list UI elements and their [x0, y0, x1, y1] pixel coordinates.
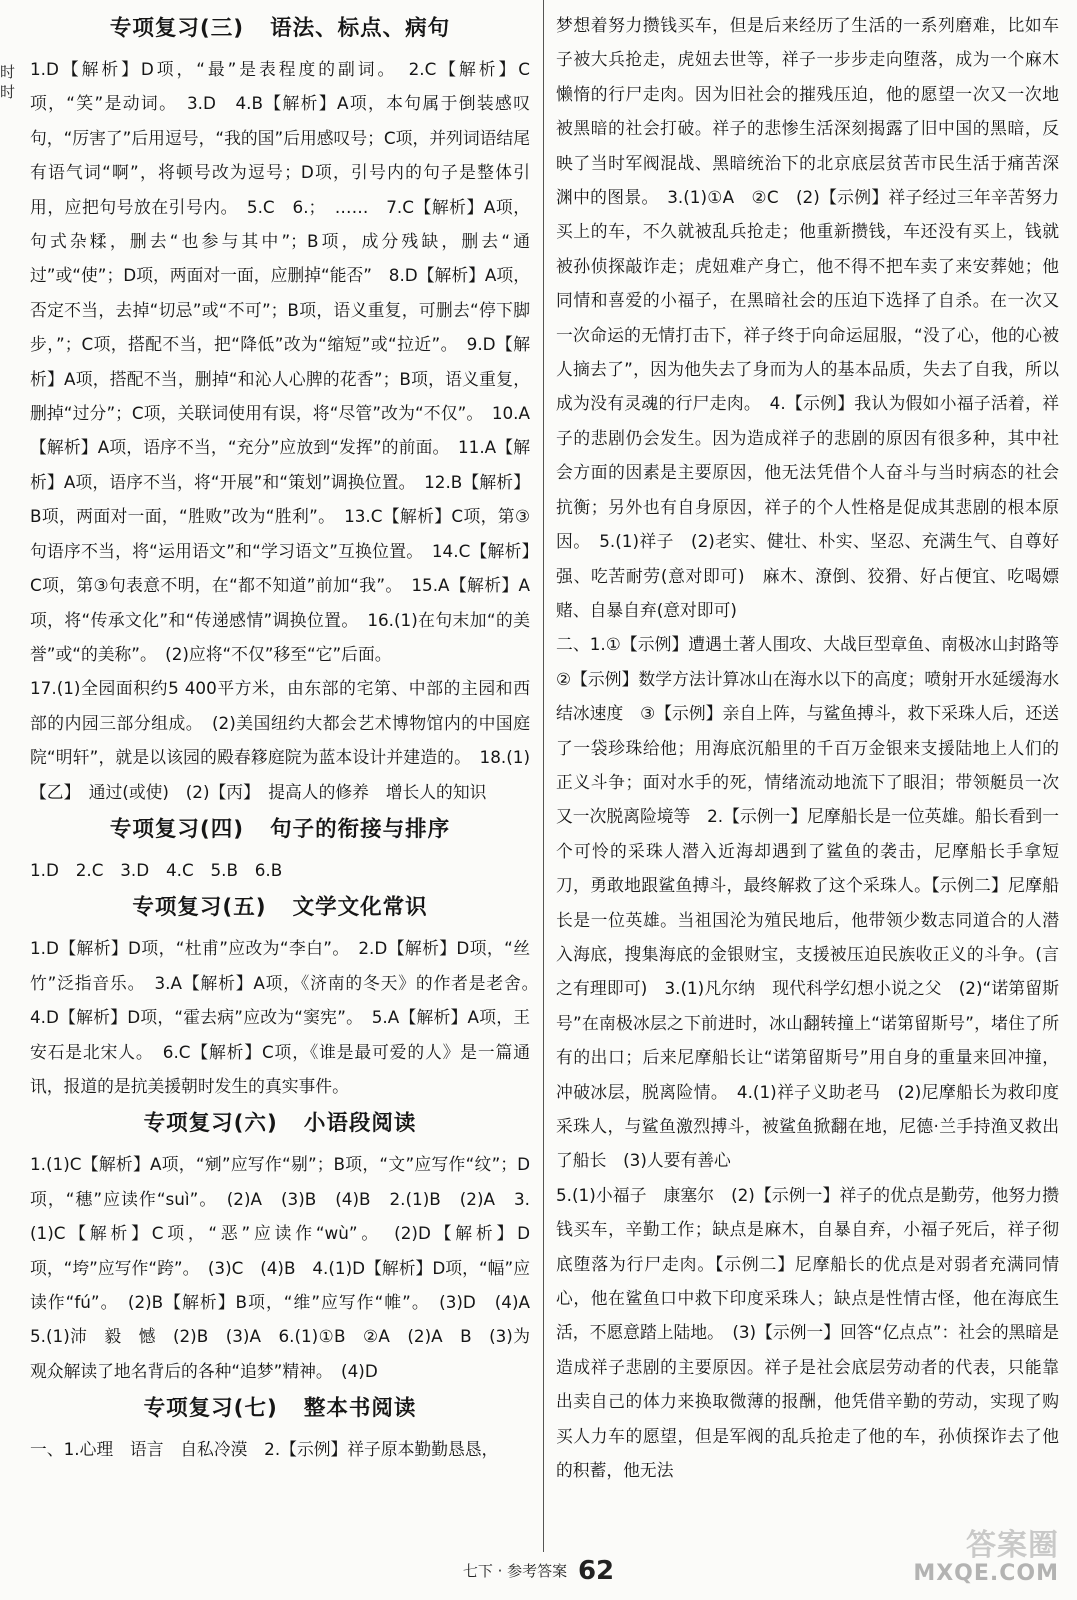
watermark-bottom: MXQE.COM	[913, 1561, 1059, 1586]
section-title	[30, 1109, 530, 1139]
section-topic: 整本书阅读	[303, 1396, 417, 1422]
section-number: 专项复习(五)	[132, 895, 267, 921]
section-title	[30, 815, 530, 845]
answer-paragraph: 梦想着努力攒钱买车，但是后来经历了生活的一系列磨难，比如车子被大兵抢走，虎妞去世等，祥子一步步走向堕落，成为一个麻木懒惰的行尸走肉。因为旧社会的摧残压迫，他的愿望一次又一次地被黑暗的社会打破。祥子的悲惨生活深刻揭露了旧中国的黑暗，反映了当时军阀混战、黑暗统治下的北京底层贫苦市民生活于痛苦深渊中的图景。 3.(1)①A ②C (2)【示例】祥子经过三年辛苦努力买上的车，不久就被乱兵抢走；他重新攒钱，车还没有买上，钱就被孙侦探敲诈走；虎妞难产身亡，他不得不把车卖了来安葬她；他同情和喜爱的小福子，在黑暗社会的压迫下选择了自杀。在一次又一次命运的无情打击下，祥子终于向命运屈服，“没了心，他的心被人摘去了”，因为他失去了身而为人的基本品质，失去了自我，所以成为没有灵魂的行尸走肉。 4.【示例】我认为假如小福子活着，祥子的悲剧仍会发生。因为造成祥子的悲剧的原因有很多种，其中社会方面的因素是主要原因，他无法凭借个人奋斗与当时病态的社会抗衡；另外也有自身原因，祥子的个人性格是促成其悲剧的根本原因。 5.(1)祥子 (2)老实、健壮、朴实、坚忍、充满生气、自尊好强、吃苦耐劳(意对即可) 麻木、潦倒、狡猾、好占便宜、吃喝嫖赌、自暴自弃(意对即可)	[556, 15, 1059, 620]
answer-paragraph: 5.(1)小福子 康塞尔 (2)【示例一】祥子的优点是勤劳，他努力攒钱买车，辛勤工作；缺点是麻木，自暴自弃，小福子死后，祥子彻底堕落为行尸走肉。【示例二】尼摩船长的优点是对弱者充满同情心，他在鲨鱼口中救下印度采珠人；缺点是性情古怪，他在海底生活，不愿意踏上陆地。 (3)【示例一】回答“亿点点”：社会的黑暗是造成祥子悲剧的主要原因。祥子是社会底层劳动者的代表，只能靠出卖自己的体力来换取微薄的报酬，他凭借辛勤的劳动，实现了购买人力车的愿望，但是军阀的乱兵抢走了他的车，孙侦探诈去了他的积蓄，他无法	[556, 1184, 1059, 1481]
section-number: 专项复习(三)	[109, 16, 245, 41]
section-title	[30, 1394, 530, 1424]
section-title	[30, 893, 530, 923]
answer-paragraph: 17.(1)全园面积约5 400平方米，由东部的宅第、中部的主园和西部的内园三部分组成。 (2)美国纽约大都会艺术博物馆内的中国庭院“明轩”，就是以该园的殿春簃庭院为蓝本设计并建造的。 18.(1)【乙】 通过(或使) (2)【丙】 提高人的修养 增长人的知识	[30, 678, 530, 802]
section-number: 专项复习(四)	[109, 816, 245, 842]
section-topic: 小语段阅读	[303, 1111, 417, 1137]
watermark-top: 答案圈	[966, 1528, 1059, 1563]
answer-paragraph: 1.(1)C【解析】A项，“剜”应写作“剔”；B项，“文”应写作“纹”；D项，“穗”应读作“suì”。 (2)A (3)B (4)B 2.(1)B (2)A 3.(1)C【解析】C项，“恶”应读作“wù”。 (2)D【解析】D项，“垮”应写作“跨”。 (3)C (4)B 4.(1)D【解析】D项，“幅”应读作“fú”。 (2)B【解析】B项，“维”应写作“帷”。 (3)D (4)A 5.(1)沛 毅 憾 (2)B (3)A 6.(1)①B ②A (2)A B (3)为观众解读了地名背后的各种“追梦”精神。 (4)D	[30, 1154, 547, 1381]
column-divider	[543, 0, 544, 1552]
margin-char: 时	[0, 83, 16, 101]
answer-paragraph: 一、1.心理 语言 自私冷漠 2.【示例】祥子原本勤勤恳恳，	[30, 1439, 499, 1460]
right-column	[556, 8, 1076, 1542]
section-number: 专项复习(七)	[143, 1396, 278, 1422]
margin-note	[0, 62, 14, 102]
page-number: 62	[577, 1556, 615, 1586]
footer-label: 七下 · 参考答案	[462, 1562, 568, 1580]
answer-paragraph: 二、1.①【示例】遭遇土著人围攻、大战巨型章鱼、南极冰山封路等 ②【示例】数学方法计算冰山在海水以下的高度；喷射开水延缓海水结冰速度 ③【示例】亲自上阵，与鲨鱼搏斗，救下采珠人后，还送了一袋珍珠给他；用海底沉船里的千百万金银来支援陆地上人们的正义斗争；面对水手的死，情绪流动地流下了眼泪；带领艇员一次又一次脱离险境等 2.【示例一】尼摩船长是一位英雄。船长看到一个可怜的采珠人潜入近海却遇到了鲨鱼的袭击，尼摩船长手拿短刀，勇敢地跟鲨鱼搏斗，最终解救了这个采珠人。【示例二】尼摩船长是一位英雄。当祖国沦为殖民地后，他带领少数志同道合的人潜入海底，搜集海底的金银财宝，支援被压迫民族收正义的斗争。(言之有理即可) 3.(1)凡尔纳 现代科学幻想小说之父 (2)“诺第留斯号”在南极冰层之下前进时，冰山翻转撞上“诺第留斯号”，堵住了所有的出口；后来尼摩船长让“诺第留斯号”用自身的重量来回冲撞，冲破冰层，脱离险情。 4.(1)祥子义助老马 (2)尼摩船长为救印度采珠人，与鲨鱼激烈搏斗，被鲨鱼掀翻在地，尼德·兰手持渔叉救出了船长 (3)人要有善心	[556, 634, 1076, 1171]
section-topic: 句子的衔接与排序	[270, 816, 451, 842]
left-column	[30, 8, 547, 1542]
answer-paragraph: 1.D【解析】D项，“杜甫”应改为“李白”。 2.D【解析】D项，“丝竹”泛指音乐。 3.A【解析】A项，《济南的冬天》的作者是老舍。 4.D【解析】D项，“霍去病”应改为“窦宪”。 5.A【解析】A项，王安石是北宋人。 6.C【解析】C项，《谁是最可爱的人》是一篇通讯，报道的是抗美援朝时发生的真实事件。	[30, 938, 547, 1096]
watermark	[913, 1528, 1059, 1586]
answer-paragraph: 1.D 2.C 3.D 4.C 5.B 6.B	[30, 859, 283, 880]
margin-char: 时	[0, 63, 16, 81]
section-topic: 语法、标点、病句	[270, 16, 451, 41]
section-number: 专项复习(六)	[143, 1111, 278, 1137]
section-topic: 文学文化常识	[292, 895, 428, 921]
answer-paragraph: 1.D【解析】D项，“最”是表程度的副词。 2.C【解析】C项，“笑”是动词。 3.D 4.B【解析】A项，本句属于倒装感叹句，“厉害了”后用逗号，“我的国”后用感叹号；C项，并列词语结尾有语气词“啊”，将顿号改为逗号；D项，引号内的句子是整体引用，应把句号放在引号内。 5.C 6.； …… 7.C【解析】A项，句式杂糅，删去“也参与其中”；B项，成分残缺，删去“通过”或“使”；D项，两面对一面，应删掉“能否” 8.D【解析】A项，否定不当，去掉“切忌”或“不可”；B项，语义重复，可删去“停下脚步，”；C项，搭配不当，把“降低”改为“缩短”或“拉近”。 9.D【解析】A项，搭配不当，删掉“和沁人心脾的花香”；B项，语义重复，删掉“过分”；C项，关联词使用有误，将“尽管”改为“不仅”。 10.A【解析】A项，语序不当，“充分”应放到“发挥”的前面。 11.A【解析】A项，语序不当，将“开展”和“策划”调换位置。 12.B【解析】B项，两面对一面，“胜败”改为“胜利”。 13.C【解析】C项，第③句语序不当，将“运用语文”和“学习语文”互换位置。 14.C【解析】C项，第③句表意不明，在“都不知道”前加“我”。 15.A【解析】A项，将“传承文化”和“传递感情”调换位置。 16.(1)在句末加“的美誉”或“的美称”。 (2)应将“不仅”移至“它”后面。	[30, 59, 530, 664]
section-title	[30, 14, 530, 44]
